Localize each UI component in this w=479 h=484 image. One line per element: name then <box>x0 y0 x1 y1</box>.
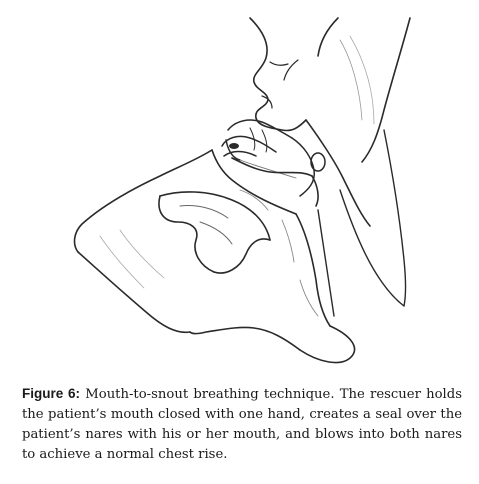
patient-head <box>75 143 355 363</box>
rescuer-face <box>250 18 410 226</box>
figure-caption <box>22 384 462 465</box>
figure-caption-text: Mouth-to-snout breathing technique. The rescuer holds the patient’s mouth closed with one hand, creates a seal over the patient’s nares with his or her mouth, and blows into both nares to achieve a normal chest rise. <box>22 387 462 462</box>
figure-label: Figure 6: <box>22 386 81 401</box>
